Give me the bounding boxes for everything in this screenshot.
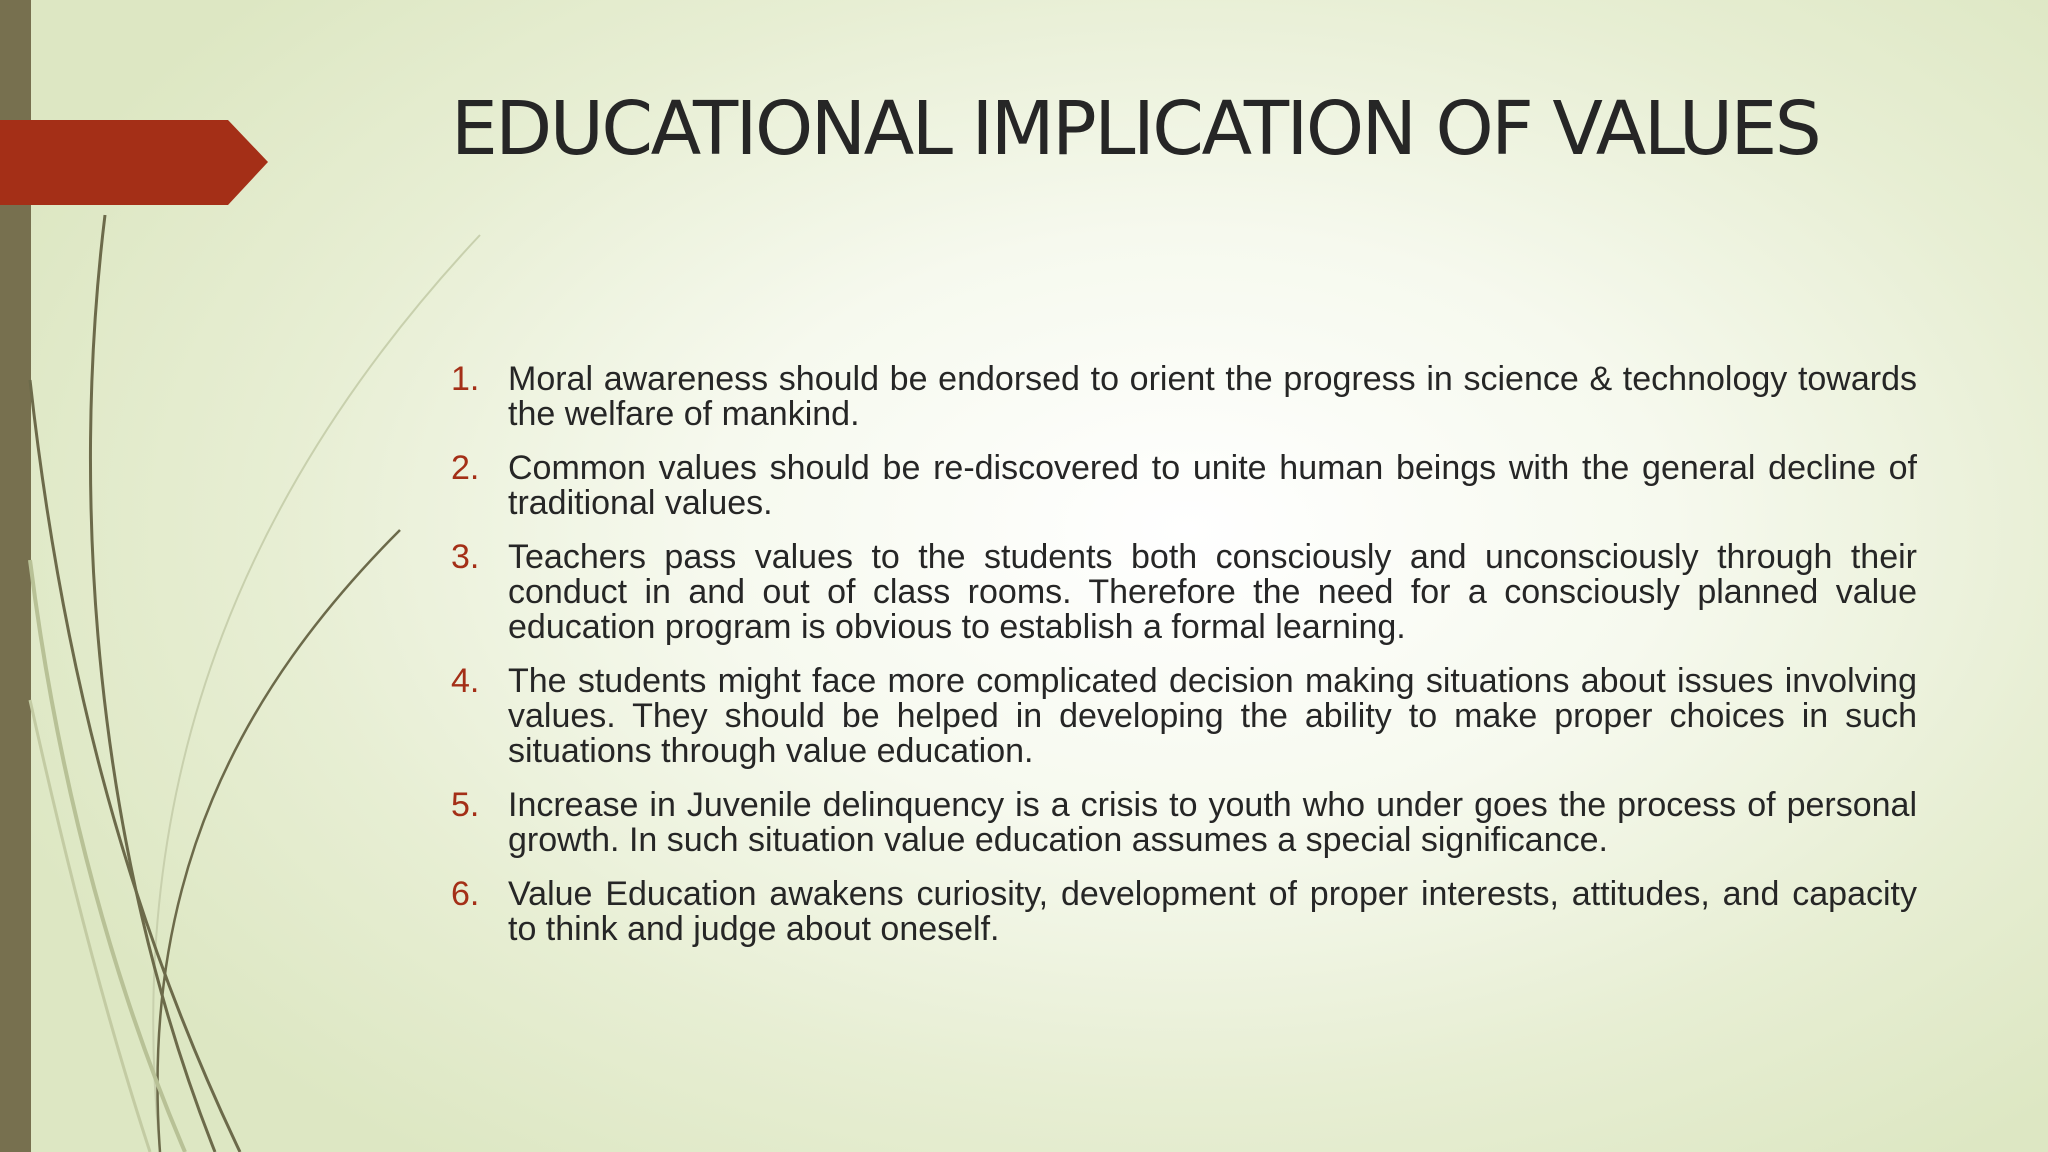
list-item-text: Moral awareness should be endorsed to orient the progress in science & technology towards the welfare of mankind.	[508, 360, 1917, 433]
title-arrow-tab	[0, 120, 268, 205]
list-item-number: 6.	[451, 875, 480, 913]
list-item-number: 3.	[451, 538, 480, 576]
list-item	[451, 362, 1917, 432]
list-item-number: 4.	[451, 662, 480, 700]
list-item-number: 2.	[451, 449, 480, 487]
list-item	[451, 877, 1917, 947]
list-item-text: The students might face more complicated decision making situations about issues involving values. They should be helped in developing the ability to make proper choices in such situations through value education.	[508, 662, 1917, 770]
list-item-number: 1.	[451, 360, 480, 398]
list-item	[451, 540, 1917, 645]
list-item	[451, 788, 1917, 858]
list-item	[451, 664, 1917, 769]
slide-title: EDUCATIONAL IMPLICATION OF VALUES	[451, 86, 1820, 172]
list-item-text: Common values should be re-discovered to unite human beings with the general decline of traditional values.	[508, 449, 1917, 522]
list-item	[451, 451, 1917, 521]
list-item-text: Teachers pass values to the students both consciously and unconsciously through their conduct in and out of class rooms. Therefore the need for a consciously planned value education program is obvious to establish a formal learning.	[508, 538, 1917, 646]
list-item-number: 5.	[451, 786, 480, 824]
list-item-text: Increase in Juvenile delinquency is a crisis to youth who under goes the process of personal growth. In such situation value education assumes a special significance.	[508, 786, 1917, 859]
implications-list	[451, 362, 1917, 966]
list-item-text: Value Education awakens curiosity, development of proper interests, attitudes, and capacity to think and judge about oneself.	[508, 875, 1917, 948]
